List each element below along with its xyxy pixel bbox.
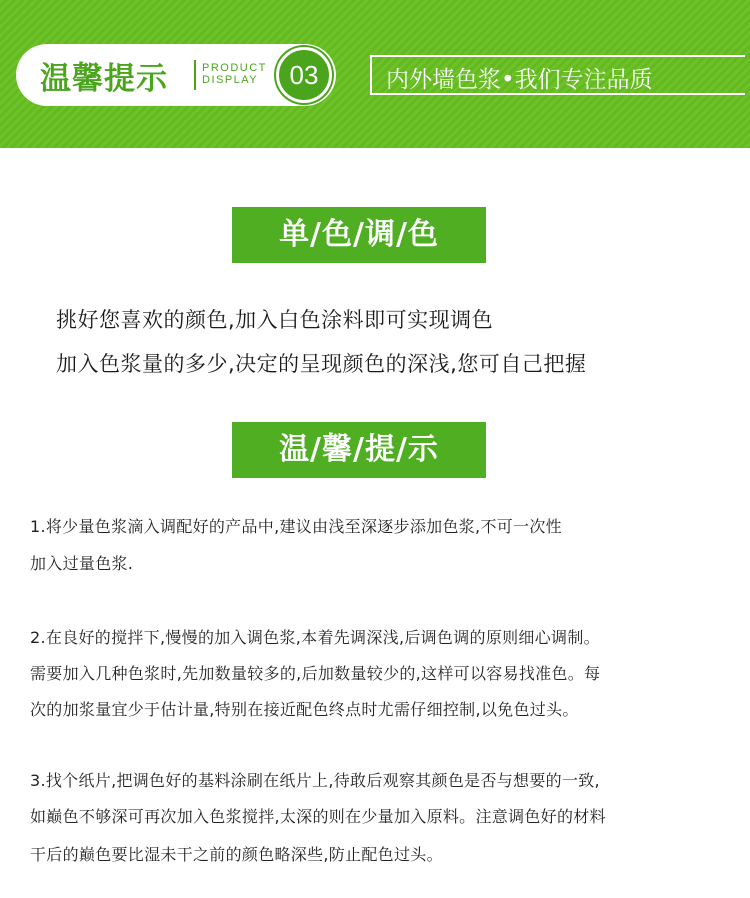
- header-title-pill: [16, 44, 336, 106]
- tip-2-line: 需要加入几种色浆时,先加数量较多的,后加数量较少的,这样可以容易找准色。每: [30, 664, 601, 683]
- header-title: 温馨提示: [40, 61, 168, 97]
- header-slogan: 内外墙色浆•我们专注品质: [386, 67, 653, 93]
- header-en-line2: DISPLAY: [202, 74, 259, 86]
- header-slogan-box: [370, 55, 745, 95]
- tip-3-line: 干后的巅色要比湿未干之前的颜色略深些,防止配色过头。: [30, 845, 443, 864]
- tip-1-line: 加入过量色浆.: [30, 554, 134, 573]
- tip-1-line: 1.将少量色浆滴入调配好的产品中,建议由浅至深逐步添加色浆,不可一次性: [30, 517, 562, 536]
- header-en-subtitle: [202, 62, 267, 86]
- section-label-mono: 单/色/调/色: [232, 207, 486, 263]
- tip-2-line: 次的加浆量宜少于估计量,特别在接近配色终点时尤需仔细控制,以免色过头。: [30, 700, 579, 719]
- intro-line: 加入色浆量的多少,决定的呈现颜色的深浅,您可自己把握: [56, 352, 587, 376]
- tip-3-line: 如巅色不够深可再次加入色浆搅拌,太深的则在少量加入原料。注意调色好的材料: [30, 807, 606, 826]
- tip-2-line: 2.在良好的搅拌下,慢慢的加入调色浆,本着先调深浅,后调色调的原则细心调制。: [30, 628, 600, 647]
- section-label-tips: 温/馨/提/示: [232, 422, 486, 478]
- header-banner: [0, 0, 750, 148]
- header-divider: [194, 60, 196, 90]
- tip-3-line: 3.找个纸片,把调色好的基料涂刷在纸片上,待敢后观察其颜色是否与想要的一致,: [30, 771, 600, 790]
- intro-line: 挑好您喜欢的颜色,加入白色涂料即可实现调色: [56, 308, 494, 332]
- header-number-badge: 03: [276, 47, 332, 103]
- header-en-line1: PRODUCT: [202, 62, 267, 74]
